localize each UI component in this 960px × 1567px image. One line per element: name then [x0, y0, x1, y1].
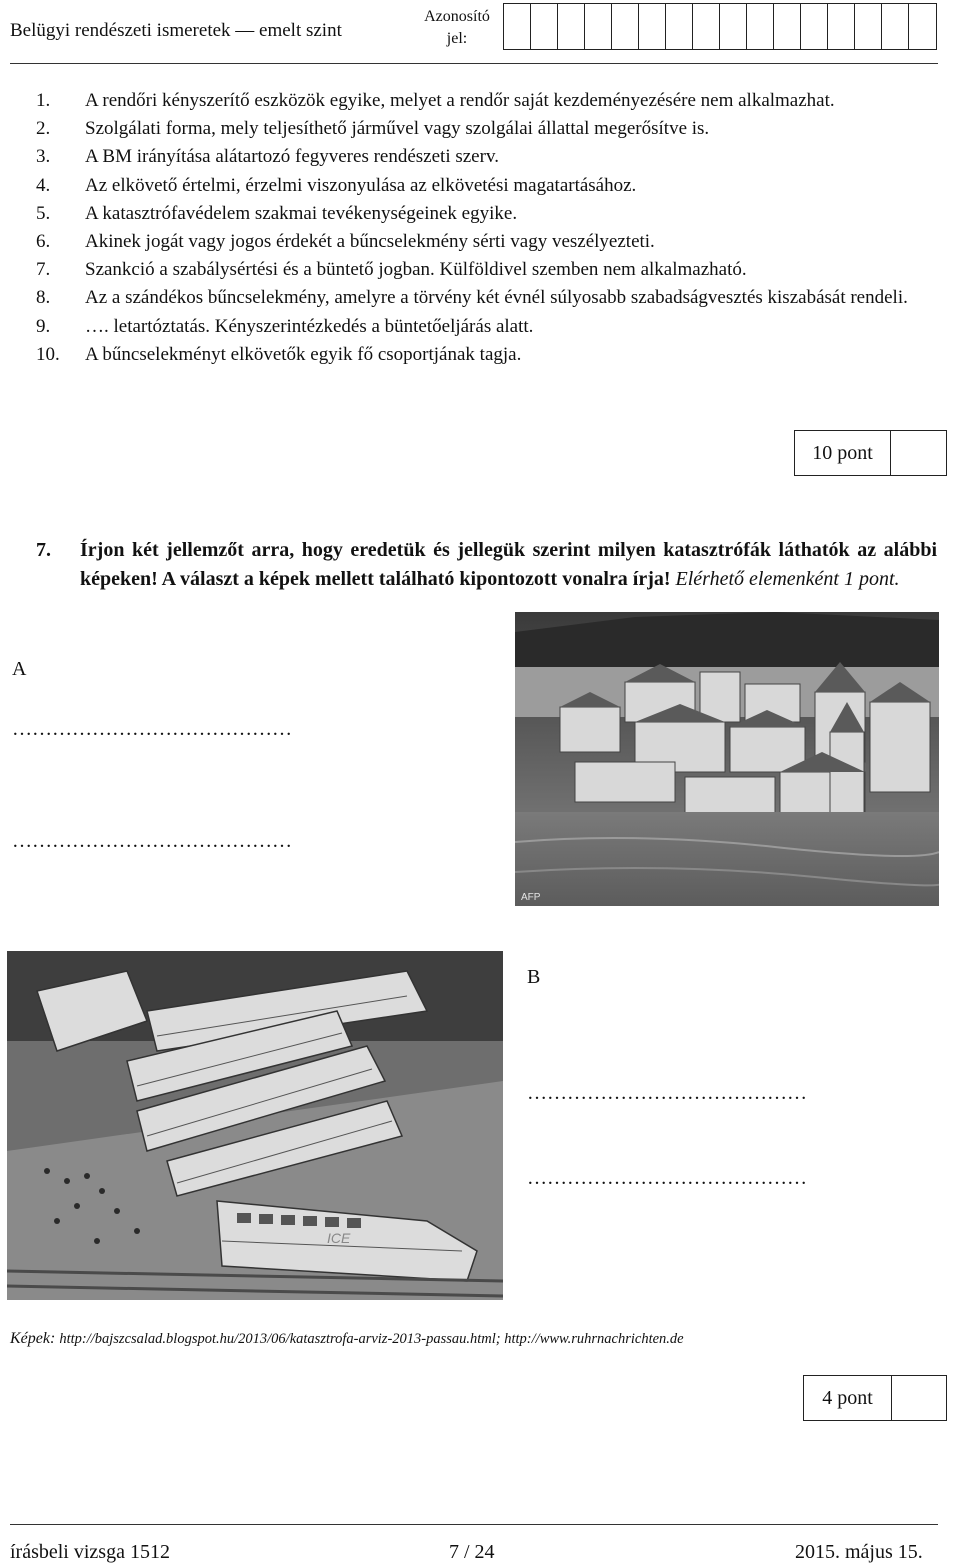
footer-page-number: 7 / 24 — [449, 1541, 495, 1563]
answer-line-b2[interactable]: …………………………………… — [527, 1167, 807, 1189]
list-item: 2. Szolgálati forma, mely teljesíthető járművel vagy szolgálai állattal megerősítve is. — [36, 118, 710, 140]
footer-divider — [10, 1524, 938, 1525]
list-item: 4. Az elkövető értelmi, érzelmi viszonyulása az elkövetési magatartásához. — [36, 174, 637, 196]
list-item: 9. …. letartóztatás. Kényszerintézkedés a büntetőeljárás alatt. — [36, 315, 534, 337]
score-label: 10 pont — [795, 431, 891, 475]
header-divider — [10, 63, 938, 64]
score-input-cell[interactable] — [891, 431, 946, 475]
azonosito-label: Azonosító jel: — [424, 8, 490, 47]
footer-exam-code: írásbeli vizsga 1512 — [10, 1541, 170, 1563]
list-item: 8. Az a szándékos bűncselekmény, amelyre a törvény két évnél súlyosabb szabadságvesztés kiszabását rendeli. — [36, 287, 908, 309]
label-b: B — [527, 966, 541, 988]
list-item: 10. A bűncselekményt elkövetők egyik fő csoportjának tagja. — [36, 343, 522, 365]
list-item: 7. Szankció a szabálysértési és a büntető jogban. Külföldivel szemben nem alkalmazható. — [36, 259, 747, 281]
image-sources: Képek: http://bajszcsalad.blogspot.hu/2013/06/katasztrofa-arviz-2013-passau.html; http://www.ruhrnachrichten.de — [10, 1330, 684, 1347]
score-label: 4 pont — [804, 1376, 892, 1420]
footer-date: 2015. május 15. — [795, 1541, 923, 1563]
score-box-10 — [794, 430, 947, 476]
label-a: A — [12, 658, 27, 680]
train-crash-photo — [7, 951, 503, 1300]
answer-line-a2[interactable]: …………………………………… — [12, 830, 292, 852]
task-7-prompt: 7. Írjon két jellemzőt arra, hogy eredetük és jellegük szerint milyen katasztrófák láthatók az alábbi képeken! A választ a képek mellett található kipontozott vonalra írja! Elérhető elemenként 1 pont. — [36, 539, 937, 590]
flood-photo — [515, 612, 939, 906]
list-item: 6. Akinek jogát vagy jogos érdekét a bűncselekmény sérti vagy veszélyezteti. — [36, 231, 655, 253]
score-input-cell[interactable] — [892, 1376, 946, 1420]
score-box-4 — [803, 1375, 947, 1421]
id-code-boxes[interactable] — [503, 3, 937, 50]
train-label: ICE — [327, 1230, 351, 1246]
header-title: Belügyi rendészeti ismeretek — emelt szint — [10, 20, 342, 41]
list-item: 5. A katasztrófavédelem szakmai tevékenységeinek egyike. — [36, 202, 518, 224]
list-item: 3. A BM irányítása alátartozó fegyveres rendészeti szerv. — [36, 146, 499, 168]
answer-line-b1[interactable]: …………………………………… — [527, 1082, 807, 1104]
list-item: 1. A rendőri kényszerítő eszközök egyike, melyet a rendőr saját kezdeményezésére nem alkalmazhat. — [36, 90, 835, 111]
question-list — [36, 87, 936, 369]
answer-line-a1[interactable]: …………………………………… — [12, 718, 292, 740]
photo-credit: AFP — [521, 892, 541, 903]
